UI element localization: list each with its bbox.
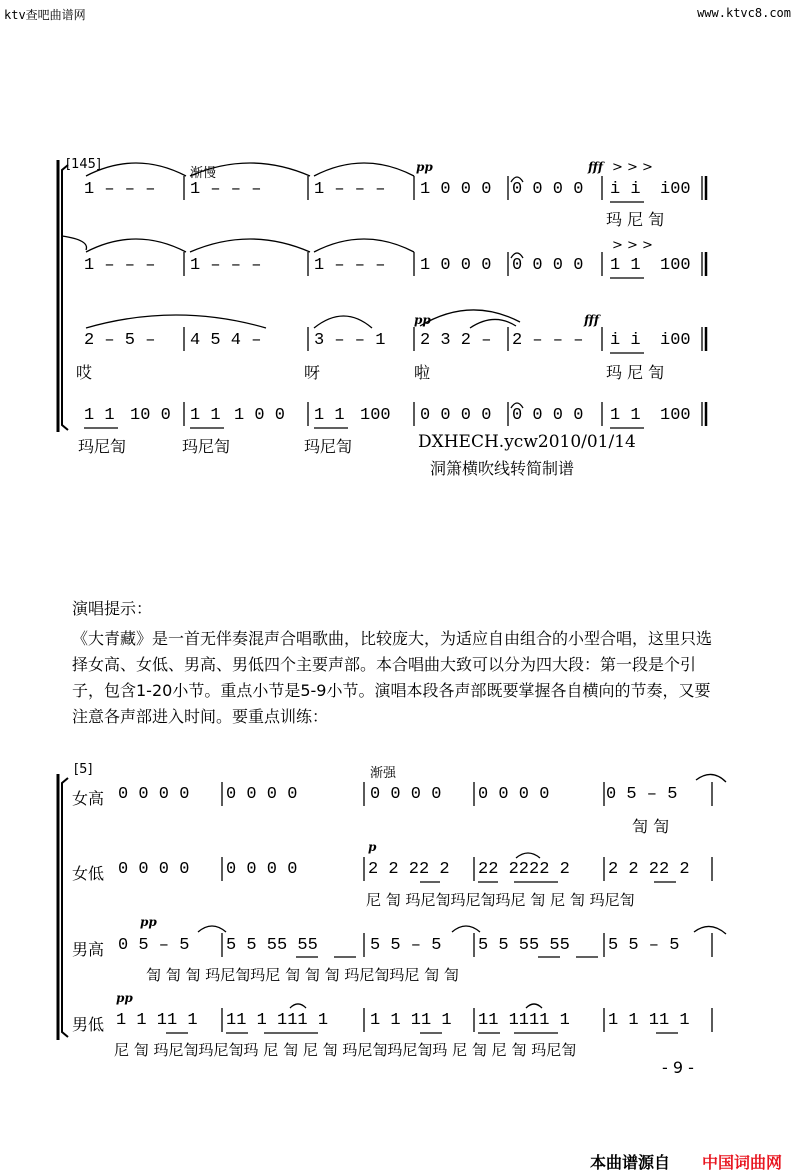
bass-measure1: 1 1 11 1 [116, 1011, 198, 1030]
footer-source-label: 本曲谱源自 [590, 1153, 671, 1172]
staff4-measure5: 0 0 0 0 [512, 406, 584, 425]
dynamic-pp-3: pp [414, 313, 431, 327]
staff4-measure2-rest: 1 0 0 [234, 406, 286, 425]
accent-marks-2: > > > [612, 238, 653, 253]
notes-heading: 演唱提示： [72, 599, 153, 618]
staff3-lyric-ai: 哎 [76, 363, 93, 382]
dynamic-pp-bass: pp [116, 991, 133, 1005]
staff1-measure6-rest: i00 [660, 180, 691, 199]
staff4-measure6-rest: 100 [660, 406, 691, 425]
tenor-measure4: 5 5 55 55 [478, 936, 570, 955]
bass-measure4: 11 1111 1 [478, 1011, 570, 1030]
dynamic-p: p [368, 840, 377, 854]
staff3-lyric-la: 啦 [414, 363, 431, 382]
tenor-measure5: 5 5 – 5 [608, 936, 680, 955]
accent-marks: > > > [612, 160, 653, 175]
rit-marking: 渐慢 [190, 166, 217, 181]
bass-measure2: 11 1 111 1 [226, 1011, 329, 1030]
alto-measure4: 22 2222 2 [478, 860, 570, 879]
alto-measure3: 2 2 22 2 [368, 860, 450, 879]
dynamic-pp: pp [416, 160, 433, 174]
staff4-measure3-rest: 100 [360, 406, 391, 425]
notes-body: 《大青藏》是一首无伴奏混声合唱歌曲，比较庞大，为适应自由组合的小型合唱，这里只选择女高、女低、男高、男低四个主要声部。本合唱曲大致可以分为四大段：第一段是个引子，包含1-20小节。重点小节是5-9小节。演唱本段各声部既要掌握各自横向的节奏，又要注意各声部进入时间。要重点训练： [72, 629, 713, 726]
soprano-measure5: 0 5 – 5 [606, 785, 678, 804]
staff4-lyric-1: 玛尼訇 [78, 437, 127, 456]
staff3-measure2: 4 5 4 – [190, 331, 262, 350]
dynamic-fff: fff [588, 160, 604, 174]
staff3-measure6-rest: i00 [660, 331, 691, 350]
staff3-measure4: 2 3 2 – [420, 331, 492, 350]
staff4-measure2-notes: 1 1 [190, 406, 221, 425]
measure-number-5: [5] [74, 762, 93, 777]
soprano-label: 女高 [72, 789, 105, 808]
staff1-measure1: 1 – – – [84, 180, 156, 199]
staff2-measure6-rest: 100 [660, 256, 691, 275]
soprano-measure4: 0 0 0 0 [478, 785, 550, 804]
soprano-measure2: 0 0 0 0 [226, 785, 298, 804]
alto-measure1: 0 0 0 0 [118, 860, 190, 879]
cresc-marking: 渐强 [370, 766, 397, 781]
dynamic-pp-tenor: pp [140, 915, 157, 929]
alto-measure5: 2 2 22 2 [608, 860, 690, 879]
bass-label: 男低 [72, 1015, 105, 1034]
page-number: - 9 - [662, 1058, 694, 1077]
bass-lyric: 尼 訇 玛尼訇玛尼訇玛 尼 訇 尼 訇 玛尼訇玛尼訇玛 尼 訇 尼 訇 玛尼訇 [114, 1041, 577, 1059]
staff3-lyric-manihong: 玛 尼 訇 [606, 363, 665, 382]
staff4-measure3-notes: 1 1 [314, 406, 345, 425]
staff3-measure6-notes: i i [610, 331, 641, 350]
staff1-measure2: 1 – – – [190, 180, 262, 199]
tenor-lyric: 訇 訇 訇 玛尼訇玛尼 訇 訇 訇 玛尼訇玛尼 訇 訇 [146, 966, 459, 984]
system1-bracket [62, 165, 68, 430]
tenor-measure3: 5 5 – 5 [370, 936, 442, 955]
soprano-lyric: 訇 訇 [632, 817, 670, 836]
measure-number-145: [145] [66, 157, 101, 172]
staff2-measure1: 1 – – – [84, 256, 156, 275]
staff1-measure6-notes: i i [610, 180, 641, 199]
staff4-measure4: 0 0 0 0 [420, 406, 492, 425]
staff4-measure6-notes: 1 1 [610, 406, 641, 425]
staff3-lyric-ya: 呀 [304, 363, 321, 382]
tenor-label: 男高 [72, 940, 105, 959]
staff1-measure4: 1 0 0 0 [420, 180, 492, 199]
staff2-measure5: 0 0 0 0 [512, 256, 584, 275]
staff4-lyric-3: 玛尼訇 [304, 437, 353, 456]
soprano-measure1: 0 0 0 0 [118, 785, 190, 804]
staff2-measure2: 1 – – – [190, 256, 262, 275]
staff4-lyric-2: 玛尼訇 [182, 437, 231, 456]
transcriber-signature: DXHECH.ycw2010/01/14 [418, 432, 636, 452]
bass-measure5: 1 1 11 1 [608, 1011, 690, 1030]
alto-lyric: 尼 訇 玛尼訇玛尼訇玛尼 訇 尼 訇 玛尼訇 [366, 891, 635, 909]
system2-bracket [62, 778, 68, 1037]
alto-measure2: 0 0 0 0 [226, 860, 298, 879]
staff3-measure1: 2 – 5 – [84, 331, 156, 350]
header-right-site[interactable]: www.ktvc8.com [697, 6, 791, 20]
footer-source-site[interactable]: 中国词曲网 [702, 1153, 783, 1172]
staff1-measure3: 1 – – – [314, 180, 386, 199]
dynamic-fff-3: fff [584, 313, 600, 327]
staff4-measure1-rest: 10 0 [130, 406, 171, 425]
staff1-lyric: 玛 尼 訇 [606, 210, 665, 229]
staff3-measure3: 3 – – 1 [314, 331, 386, 350]
staff1-measure5: 0 0 0 0 [512, 180, 584, 199]
alto-label: 女低 [72, 864, 105, 883]
bass-measure3: 1 1 11 1 [370, 1011, 452, 1030]
staff2-measure6-notes: 1 1 [610, 256, 641, 275]
transcriber-note: 洞箫横吹线转简制谱 [430, 459, 575, 478]
tenor-measure2: 5 5 55 55 [226, 936, 318, 955]
staff2-measure3: 1 – – – [314, 256, 386, 275]
staff3-measure5: 2 – – – [512, 331, 584, 350]
soprano-measure3: 0 0 0 0 [370, 785, 442, 804]
tenor-measure1: 0 5 – 5 [118, 936, 190, 955]
staff4-measure1-notes: 1 1 [84, 406, 115, 425]
staff2-measure4: 1 0 0 0 [420, 256, 492, 275]
header-left-site[interactable]: ktv查吧曲谱网 [4, 8, 86, 22]
